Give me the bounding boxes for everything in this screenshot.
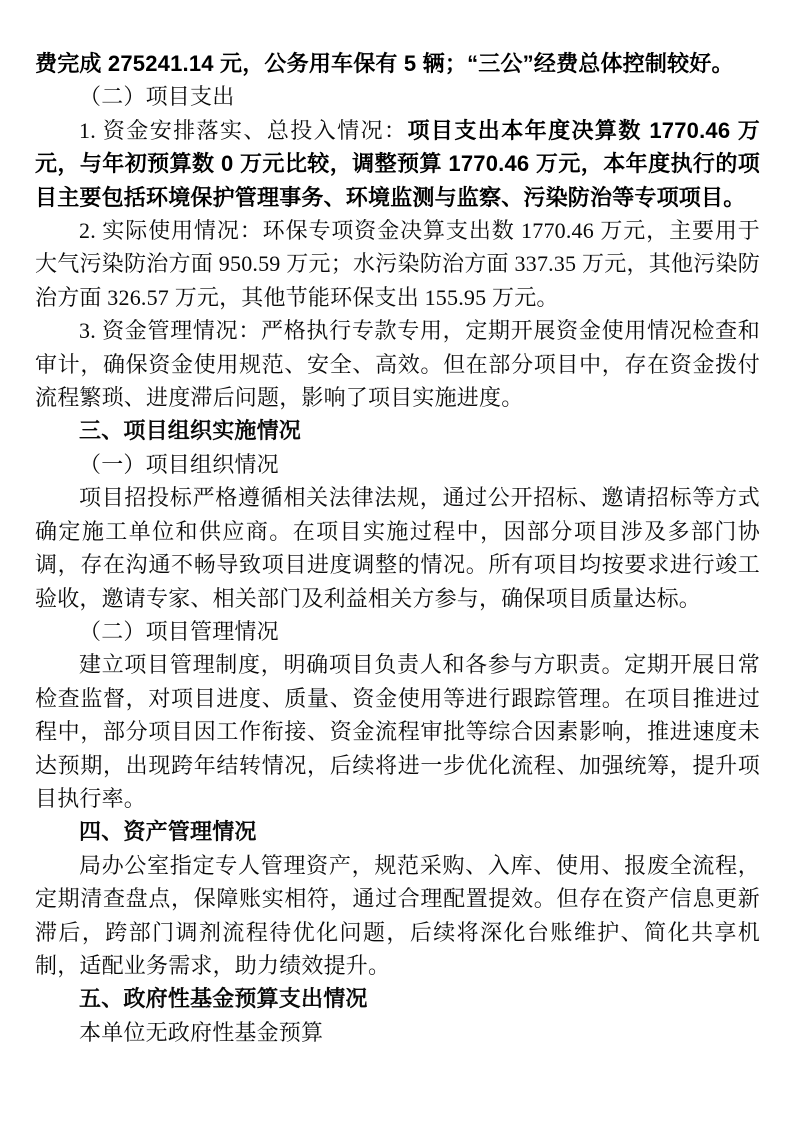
section3-sub2-body: 建立项目管理制度，明确项目负责人和各参与方职责。定期开展日常检查监督，对项目进度、质量、资金使用等进行跟踪管理。在项目推进过程中，部分项目因工作衔接、资金流程审批等综合因素影响，推进速度未达预期，出现跨年结转情况，后续将进一步优化流程、加强统筹，提升项目执行率。 bbox=[35, 652, 760, 811]
document-body bbox=[35, 47, 760, 1049]
item2-paragraph: 2. 实际使用情况：环保专项资金决算支出数 1770.46 万元，主要用于大气污染防治方面 950.59 万元；水污染防治方面 337.35 万元，其他污染防治方面 326.57 万元，其他节能环保支出 155.95 万元。 bbox=[35, 218, 760, 310]
item1-label: 1. 资金安排落实、总投入情况： bbox=[79, 117, 408, 143]
section4-body: 局办公室指定专人管理资产，规范采购、入库、使用、报废全流程，定期清查盘点，保障账实相符，通过合理配置提效。但存在资产信息更新滞后，跨部门调剂流程待优化问题，后续将深化台账维护、简化共享机制，适配业务需求，助力绩效提升。 bbox=[35, 852, 760, 978]
item1-emphasis-text: 项目支出本年度决算数 1770.46 万元，与年初预算数 0 万元比较，调整预算 1770.46 万元，本年度执行的项目主要包括环境保护管理事务、环境监测与监察、污染防治等专项项目。 bbox=[35, 117, 761, 210]
section5-heading: 五、政府性基金预算支出情况 bbox=[79, 986, 368, 1012]
carryover-paragraph-text: 费完成 275241.14 元，公务用车保有 5 辆；“三公”经费总体控制较好。 bbox=[35, 51, 734, 76]
section3-sub1-body: 项目招投标严格遵循相关法律法规，通过公开招标、邀请招标等方式确定施工单位和供应商。在项目实施过程中，因部分项目涉及多部门协调，存在沟通不畅导致项目进度调整的情况。所有项目均按要求进行竣工验收，邀请专家、相关部门及利益相关方参与，确保项目质量达标。 bbox=[35, 485, 760, 611]
item1-paragraph bbox=[35, 114, 760, 214]
carryover-paragraph bbox=[35, 47, 760, 80]
section5-body: 本单位无政府性基金预算 bbox=[79, 1019, 324, 1045]
item3-paragraph: 3. 资金管理情况：严格执行专款专用，定期开展资金使用情况检查和审计，确保资金使用规范、安全、高效。但在部分项目中，存在资金拨付流程繁琐、进度滞后问题，影响了项目实施进度。 bbox=[35, 318, 760, 411]
subheading-project-expenditure: （二）项目支出 bbox=[79, 84, 235, 110]
section4-heading: 四、资产管理情况 bbox=[79, 819, 257, 845]
section3-sub1-heading: （一）项目组织情况 bbox=[79, 451, 279, 477]
section3-sub2-heading: （二）项目管理情况 bbox=[79, 618, 279, 644]
section3-heading: 三、项目组织实施情况 bbox=[79, 418, 302, 444]
